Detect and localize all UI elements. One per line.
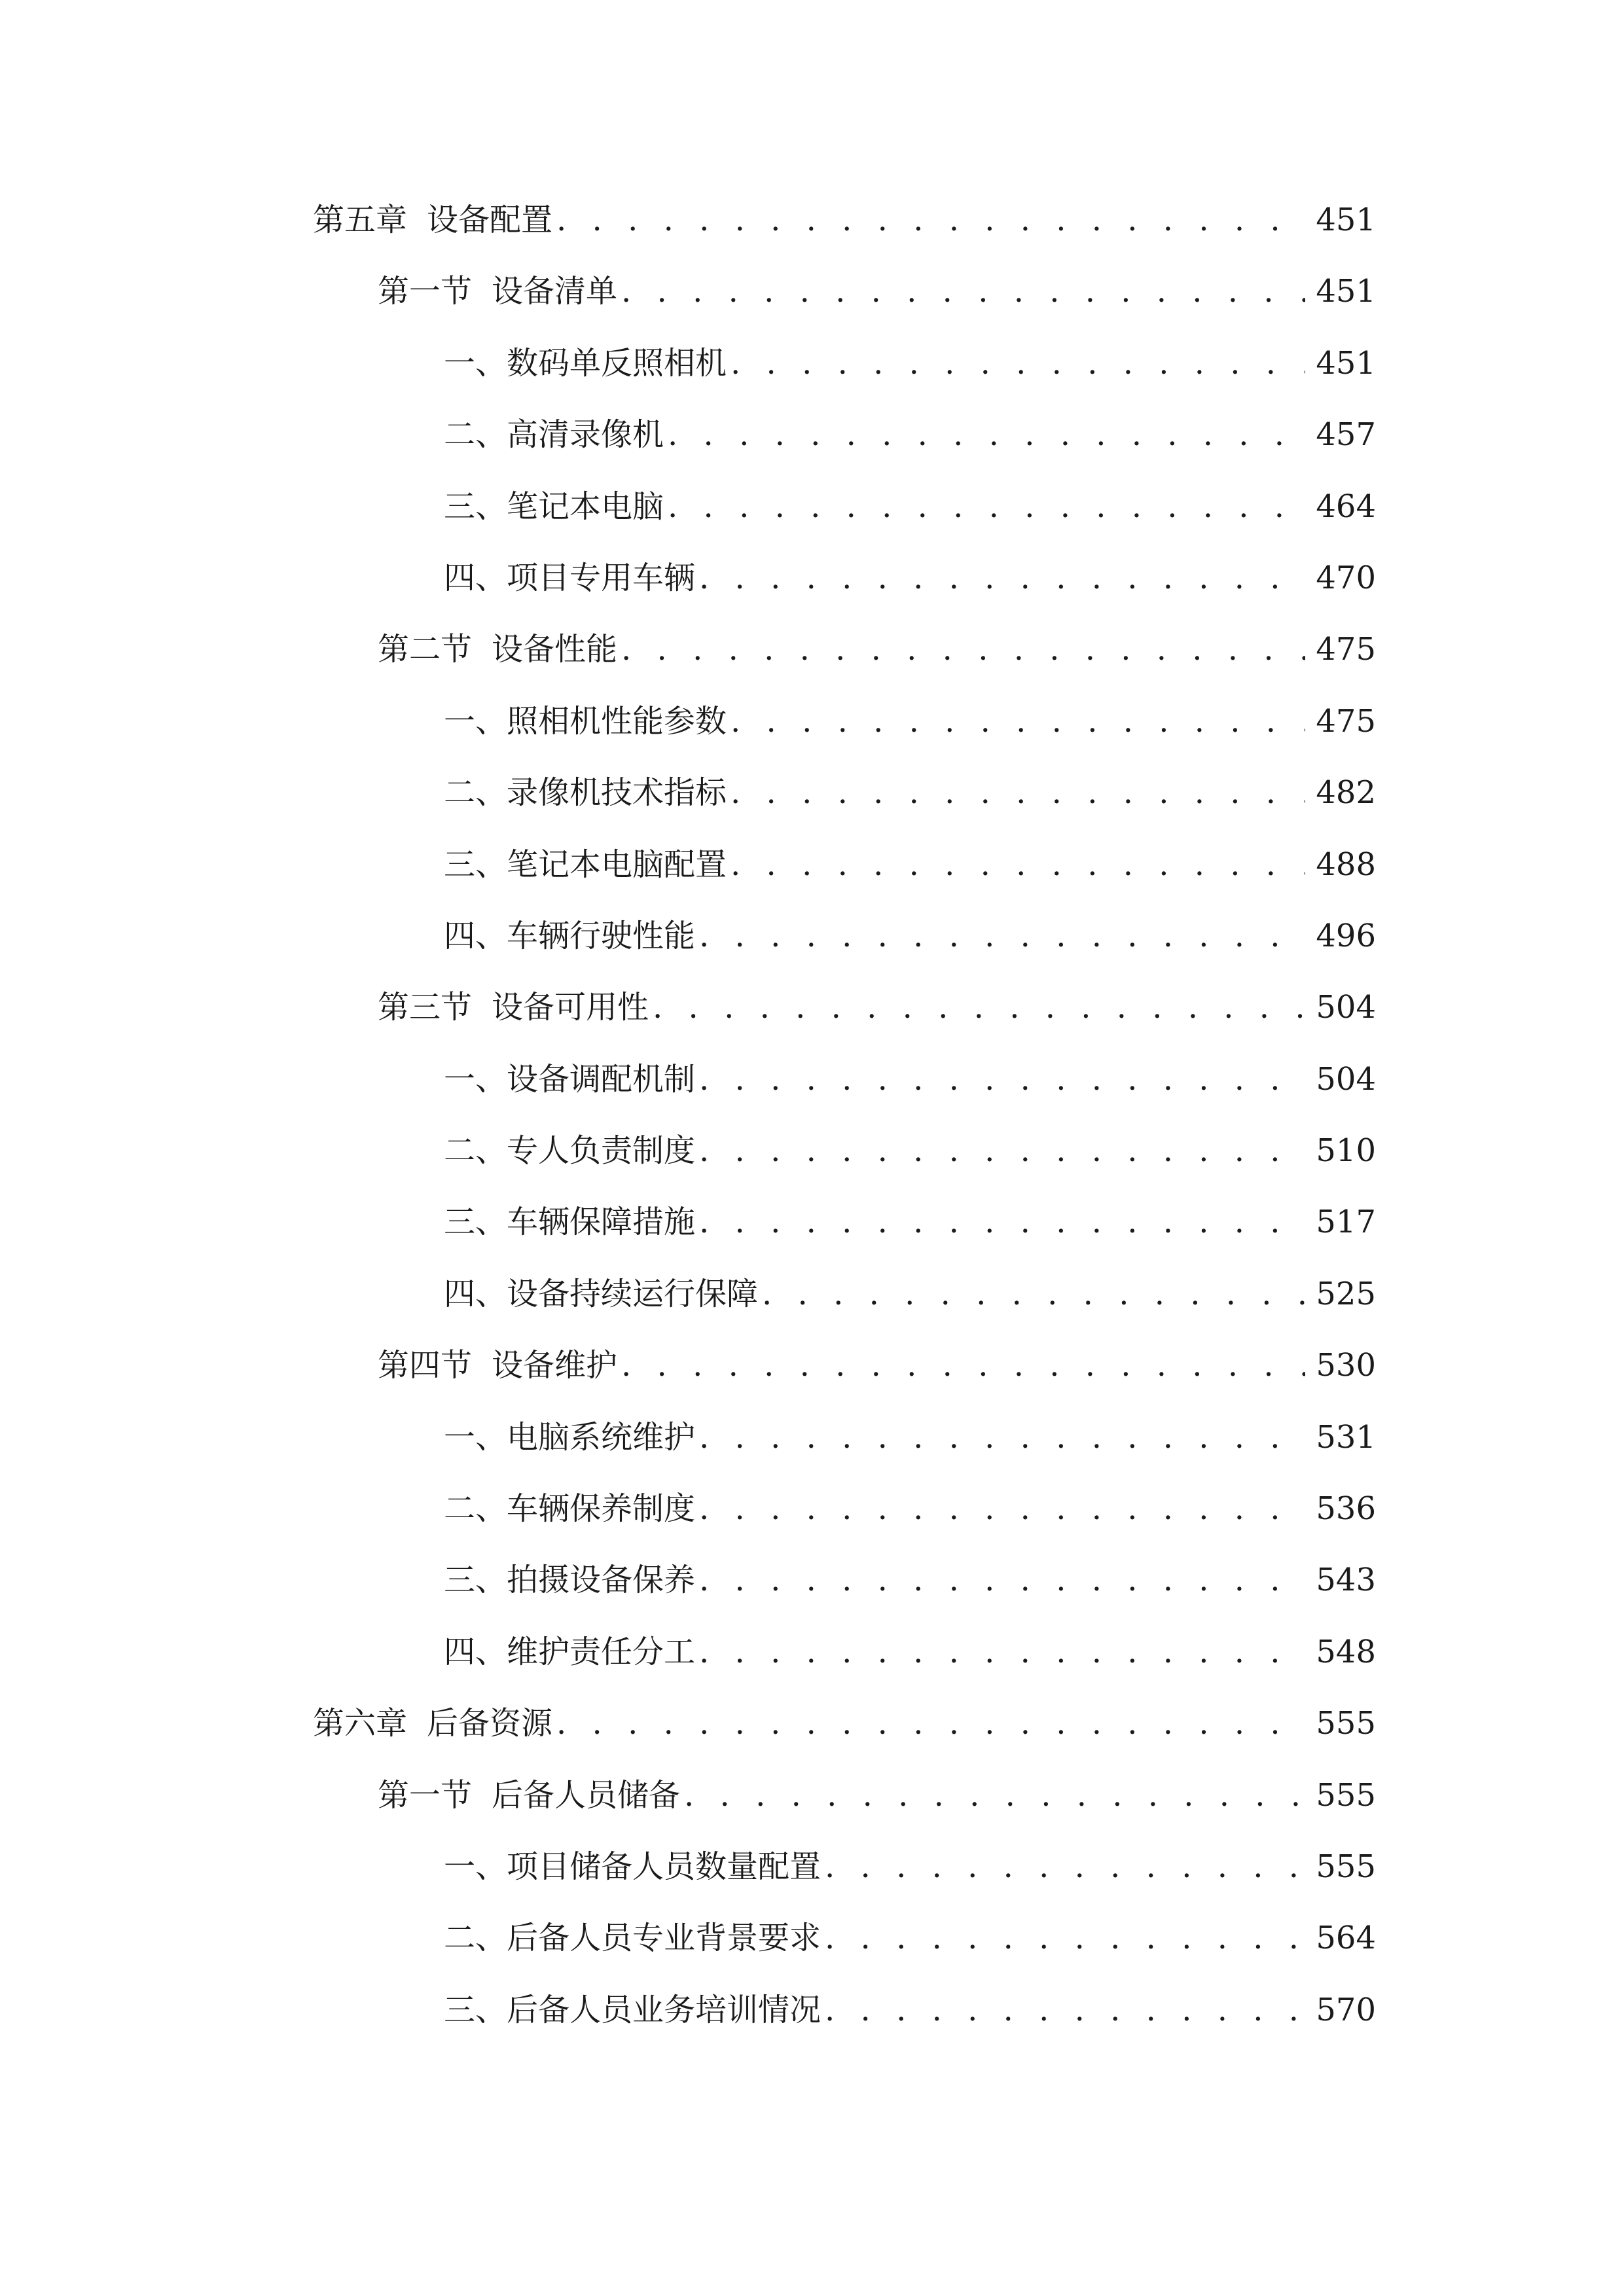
toc-entry-title: 后备人员专业背景要求 <box>507 1920 821 1957</box>
toc-entry-page: 517 <box>1316 1204 1376 1241</box>
dot-leader <box>699 1410 1305 1464</box>
toc-entry-page: 475 <box>1316 631 1376 668</box>
dot-leader <box>668 480 1305 533</box>
toc-entry-title: 后备人员储备 <box>492 1776 681 1814</box>
dot-leader <box>699 1052 1305 1106</box>
toc-entry-title: 笔记本电脑 <box>507 488 664 525</box>
toc-entry[interactable] <box>313 1124 1376 1195</box>
toc-entry-page: 482 <box>1316 774 1376 812</box>
toc-entry-title: 设备清单 <box>492 273 618 310</box>
toc-entry-prefix: 第四节 <box>378 1347 473 1384</box>
toc-entry-prefix: 第一节 <box>378 273 473 310</box>
toc-entry-prefix: 四、 <box>444 1275 507 1312</box>
toc-entry[interactable] <box>313 1625 1376 1696</box>
toc-entry-prefix: 第六章 <box>313 1705 408 1742</box>
toc-entry-title: 车辆保障措施 <box>507 1204 696 1241</box>
toc-entry-title: 车辆行驶性能 <box>507 917 696 954</box>
toc-entry-prefix: 四、 <box>444 917 507 954</box>
toc-entry[interactable] <box>313 408 1376 479</box>
toc-entry[interactable] <box>313 1911 1376 1982</box>
toc-entry[interactable] <box>313 1267 1376 1338</box>
toc-entry-title: 设备性能 <box>492 631 618 668</box>
toc-entry-title: 高清录像机 <box>507 416 664 454</box>
toc-entry[interactable] <box>313 193 1376 264</box>
toc-entry-prefix: 三、 <box>444 846 507 883</box>
toc-entry-page: 451 <box>1316 273 1376 310</box>
toc-entry-page: 536 <box>1316 1490 1376 1528</box>
toc-entry-prefix: 二、 <box>444 416 507 454</box>
toc-entry[interactable] <box>313 1410 1376 1482</box>
dot-leader <box>731 694 1305 748</box>
toc-entry[interactable] <box>313 1338 1376 1410</box>
toc-entry-prefix: 第五章 <box>313 202 408 238</box>
dot-leader <box>825 1983 1305 2037</box>
toc-entry[interactable] <box>313 1195 1376 1266</box>
toc-entry-title: 后备人员业务培训情况 <box>507 1991 821 2028</box>
toc-entry-page: 504 <box>1316 1060 1376 1098</box>
toc-entry[interactable] <box>313 551 1376 622</box>
toc-entry-prefix: 三、 <box>444 1991 507 2028</box>
toc-entry-title: 专人负责制度 <box>507 1132 696 1170</box>
toc-entry[interactable] <box>313 336 1376 408</box>
toc-entry-title: 设备调配机制 <box>507 1060 696 1098</box>
toc-entry-page: 525 <box>1316 1275 1376 1312</box>
toc-entry-page: 496 <box>1316 917 1376 954</box>
dot-leader <box>699 1625 1305 1679</box>
dot-leader <box>825 1840 1305 1893</box>
toc-entry-title: 维护责任分工 <box>507 1633 696 1670</box>
toc-entry[interactable] <box>313 1983 1376 2054</box>
table-of-contents <box>313 193 1376 2054</box>
dot-leader <box>668 408 1305 461</box>
toc-entry-page: 510 <box>1316 1132 1376 1170</box>
dot-leader <box>762 1267 1305 1321</box>
toc-entry-prefix: 第一节 <box>378 1776 473 1814</box>
toc-entry-prefix: 一、 <box>444 1060 507 1098</box>
toc-entry-prefix: 二、 <box>444 1920 507 1957</box>
dot-leader <box>621 264 1305 318</box>
toc-entry-title: 数码单反照相机 <box>507 344 727 382</box>
dot-leader <box>653 980 1305 1034</box>
dot-leader <box>825 1911 1305 1965</box>
toc-entry[interactable] <box>313 264 1376 336</box>
toc-entry-prefix: 三、 <box>444 488 507 525</box>
dot-leader <box>621 1338 1305 1392</box>
dot-leader <box>684 1768 1305 1822</box>
dot-leader <box>731 336 1305 390</box>
toc-entry-prefix: 二、 <box>444 1132 507 1170</box>
toc-entry[interactable] <box>313 1768 1376 1840</box>
dot-leader <box>556 193 1305 247</box>
toc-entry-prefix: 一、 <box>444 1418 507 1456</box>
toc-entry-prefix: 第二节 <box>378 631 473 668</box>
toc-entry-prefix: 一、 <box>444 1848 507 1885</box>
toc-entry[interactable] <box>313 1052 1376 1124</box>
toc-entry-page: 475 <box>1316 702 1376 740</box>
dot-leader <box>731 838 1305 891</box>
toc-entry[interactable] <box>313 838 1376 909</box>
toc-entry-title: 设备可用性 <box>492 989 649 1026</box>
toc-entry-prefix: 二、 <box>444 1490 507 1528</box>
toc-entry[interactable] <box>313 980 1376 1052</box>
toc-entry-page: 543 <box>1316 1562 1376 1599</box>
toc-entry-title: 设备维护 <box>492 1347 618 1384</box>
toc-entry-page: 464 <box>1316 488 1376 525</box>
toc-entry-page: 555 <box>1316 1705 1376 1742</box>
dot-leader <box>699 1195 1305 1249</box>
toc-entry-page: 531 <box>1316 1418 1376 1456</box>
toc-entry[interactable] <box>313 766 1376 837</box>
toc-entry-title: 电脑系统维护 <box>507 1418 696 1456</box>
toc-entry[interactable] <box>313 1840 1376 1911</box>
toc-entry-title: 项目储备人员数量配置 <box>507 1848 821 1885</box>
toc-entry-prefix: 三、 <box>444 1204 507 1241</box>
toc-entry-page: 570 <box>1316 1991 1376 2028</box>
toc-entry-prefix: 第三节 <box>378 989 473 1026</box>
toc-entry-page: 555 <box>1316 1848 1376 1885</box>
toc-entry-page: 530 <box>1316 1347 1376 1384</box>
toc-entry-title: 设备持续运行保障 <box>507 1275 759 1312</box>
toc-entry-page: 488 <box>1316 846 1376 883</box>
toc-entry-title: 设备配置 <box>427 202 553 238</box>
toc-entry-prefix: 一、 <box>444 702 507 740</box>
toc-entry[interactable] <box>313 480 1376 551</box>
dot-leader <box>621 622 1305 676</box>
toc-entry-page: 555 <box>1316 1776 1376 1814</box>
toc-entry-prefix: 四、 <box>444 559 507 596</box>
toc-entry-prefix: 四、 <box>444 1633 507 1670</box>
toc-entry-page: 504 <box>1316 989 1376 1026</box>
toc-entry[interactable] <box>313 1553 1376 1624</box>
toc-entry-title: 项目专用车辆 <box>507 559 696 596</box>
toc-entry-page: 548 <box>1316 1633 1376 1670</box>
toc-entry[interactable] <box>313 622 1376 694</box>
toc-entry[interactable] <box>313 694 1376 766</box>
toc-entry[interactable] <box>313 1482 1376 1553</box>
toc-entry-prefix: 一、 <box>444 344 507 382</box>
dot-leader <box>699 909 1305 963</box>
toc-entry-page: 564 <box>1316 1920 1376 1957</box>
dot-leader <box>699 1553 1305 1607</box>
toc-entry-page: 470 <box>1316 559 1376 596</box>
dot-leader <box>699 551 1305 605</box>
toc-entry[interactable] <box>313 1696 1376 1768</box>
toc-entry-title: 拍摄设备保养 <box>507 1562 696 1599</box>
toc-entry-title: 车辆保养制度 <box>507 1490 696 1528</box>
toc-entry[interactable] <box>313 909 1376 980</box>
toc-entry-page: 457 <box>1316 416 1376 454</box>
toc-entry-page: 451 <box>1316 202 1376 238</box>
dot-leader <box>556 1696 1305 1750</box>
toc-entry-title: 照相机性能参数 <box>507 702 727 740</box>
toc-entry-title: 笔记本电脑配置 <box>507 846 727 883</box>
dot-leader <box>699 1124 1305 1177</box>
toc-entry-title: 录像机技术指标 <box>507 774 727 812</box>
toc-entry-title: 后备资源 <box>427 1705 553 1742</box>
dot-leader <box>731 766 1305 819</box>
toc-entry-page: 451 <box>1316 344 1376 382</box>
toc-entry-prefix: 二、 <box>444 774 507 812</box>
dot-leader <box>699 1482 1305 1535</box>
toc-entry-prefix: 三、 <box>444 1562 507 1599</box>
